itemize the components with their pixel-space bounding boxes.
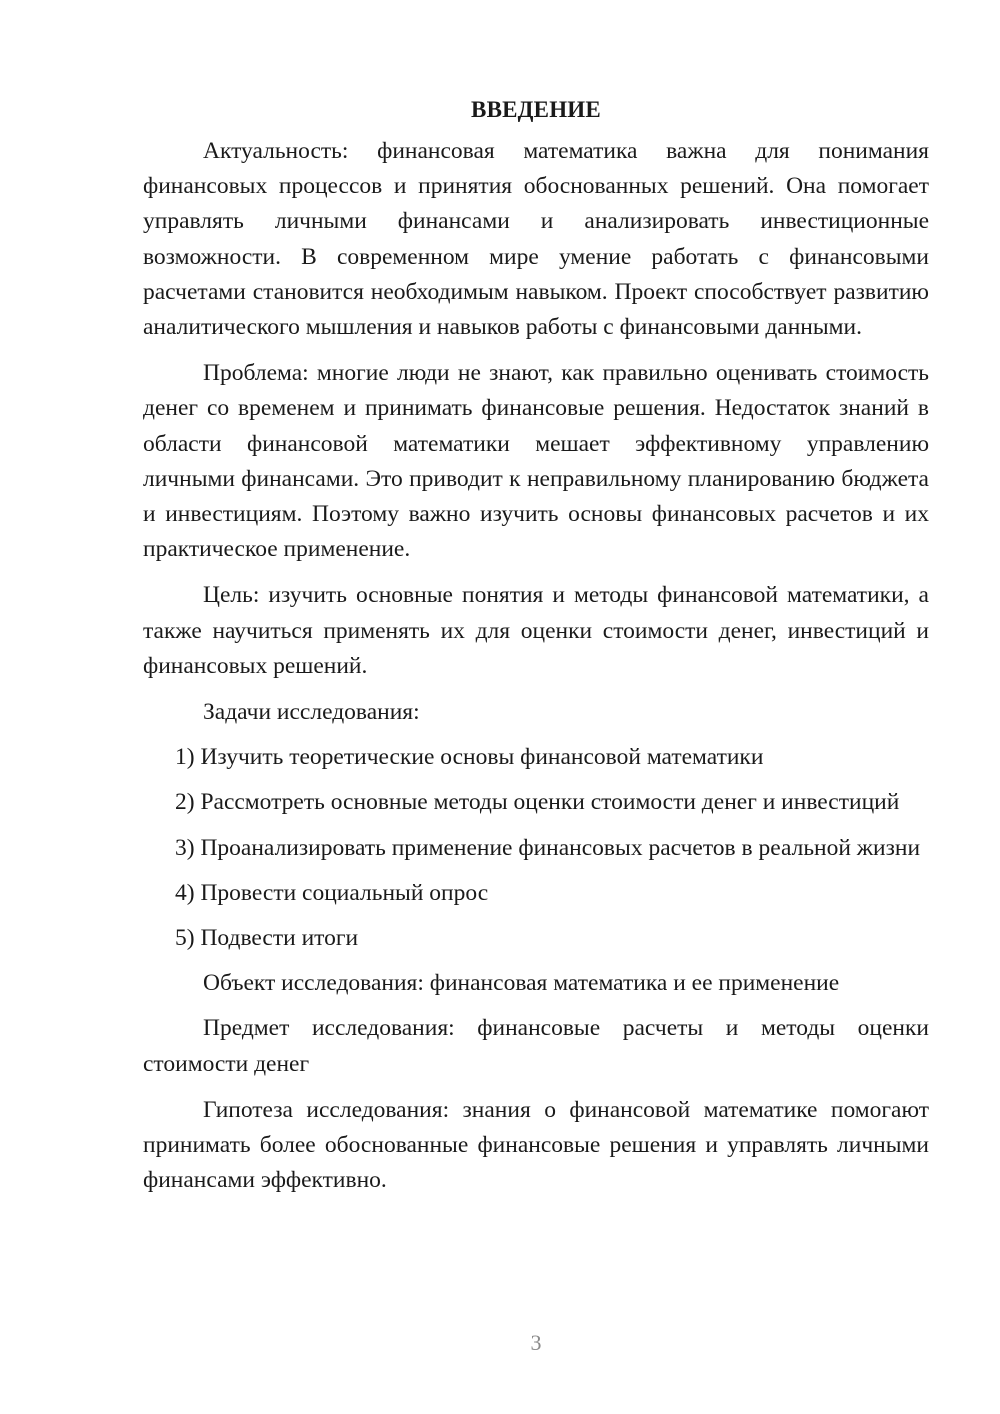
research-object: Объект исследования: финансовая математика и ее применение: [203, 970, 840, 997]
task-item-2: 2) Рассмотреть основные методы оценки стоимости денег и инвестиций: [175, 789, 900, 816]
task-item-5: 5) Подвести итоги: [175, 925, 359, 952]
problem-paragraph: Проблема: многие люди не знают, как правильно оценивать стоимость денег со временем и принимать финансовые решения. Недостаток знаний в области финансовой математики мешает эффективному управлению личными финансами. Это приводит к неправильному планированию бюджета и инвестициям. Поэтому важно изучить основы финансовых расчетов и их практическое применение.: [143, 360, 929, 563]
task-item-1: 1) Изучить теоретические основы финансовой математики: [175, 744, 764, 771]
section-heading: ВВЕДЕНИЕ: [471, 97, 601, 122]
research-hypothesis: Гипотеза исследования: знания о финансовой математике помогают принимать более обоснованные финансовые решения и управлять личными финансами эффективно.: [143, 1096, 929, 1194]
research-subject: Предмет исследования: финансовые расчеты и методы оценки стоимости денег: [143, 1015, 929, 1077]
document-page: [143, 93, 929, 1209]
task-item-3: 3) Проанализировать применение финансовых расчетов в реальной жизни: [175, 834, 921, 861]
relevance-paragraph: Актуальность: финансовая математика важна для понимания финансовых процессов и принятия обоснованных решений. Она помогает управлять личными финансами и анализировать инвестиционные возможности. В современном мире умение работать с финансовыми расчетами становится необходимым навыком. Проект способствует развитию аналитического мышления и навыков работы с финансовыми данными.: [143, 138, 929, 341]
tasks-title: Задачи исследования:: [203, 699, 420, 726]
page-number: 3: [530, 1330, 542, 1355]
task-item-4: 4) Провести социальный опрос: [175, 879, 489, 906]
goal-paragraph: Цель: изучить основные понятия и методы финансовой математики, а также научиться применять их для оценки стоимости денег, инвестиций и финансовых решений.: [143, 582, 929, 679]
